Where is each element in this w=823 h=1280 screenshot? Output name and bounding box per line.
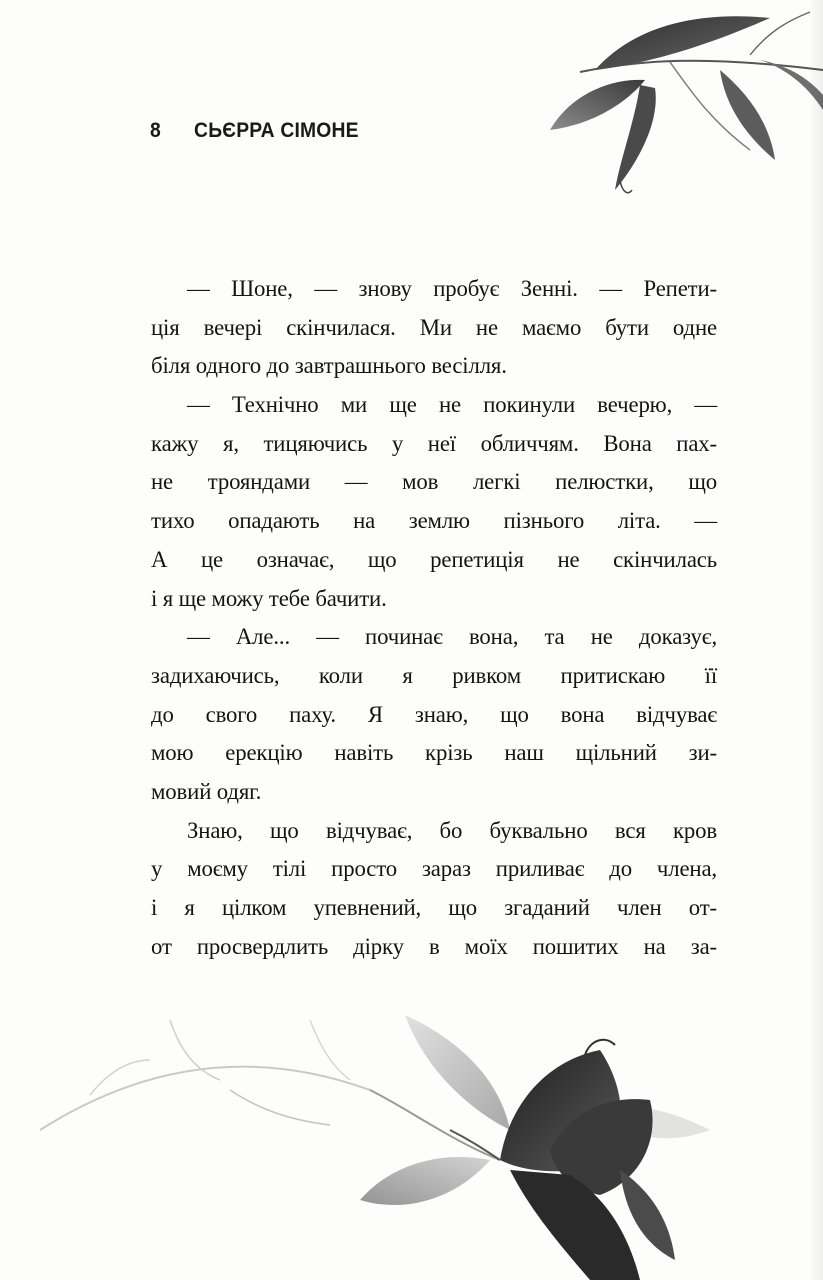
running-header: [150, 119, 359, 153]
text-line: А це означає, що репетиція не скінчилась: [151, 546, 717, 572]
text-line: і я цілком упевнений, що згаданий член от-: [151, 895, 717, 920]
author-name: СЬЄРРА СІМОНЕ: [194, 119, 359, 142]
text-line: тихо опадають на землю пізнього літа. —: [151, 508, 717, 534]
page-edge-shadow: [809, 0, 823, 1280]
leaf-branch-illustration-top: [520, 0, 823, 210]
text-line: мою ерекцію навіть крізь наш щільний зи-: [151, 740, 717, 766]
text-line: до свого паху. Я знаю, що вона відчуває: [151, 701, 717, 727]
text-line: і я ще можу тебе бачити.: [151, 585, 387, 611]
text-line: — Шоне, — знову пробує Зенні. — Репети-: [187, 276, 717, 301]
text-line: ція вечері скінчилася. Ми не маємо бути одне: [151, 314, 717, 340]
text-line: кажу я, тицяючись у неї обличчям. Вона пах-: [151, 430, 717, 456]
text-line: біля одного до завтрашнього весілля.: [151, 353, 507, 379]
leaf-branch-illustration-bottom: [30, 1000, 730, 1280]
page-number: 8: [150, 119, 161, 142]
text-line: — Але... — починає вона, та не доказує,: [187, 624, 717, 650]
text-line: у моєму тілі просто зараз приливає до члена,: [151, 856, 717, 882]
text-line: задихаючись, коли я ривком притискаю її: [151, 662, 717, 688]
body-text: [151, 270, 717, 966]
text-line: мовий одяг.: [151, 778, 262, 804]
text-line: — Технічно ми ще не покинули вечерю, —: [187, 392, 717, 418]
text-line: от просвердлить дірку в моїх пошитих на за-: [151, 933, 717, 959]
text-line: Знаю, що відчуває, бо буквально вся кров: [187, 817, 717, 843]
text-line: не трояндами — мов легкі пелюстки, що: [151, 469, 717, 495]
